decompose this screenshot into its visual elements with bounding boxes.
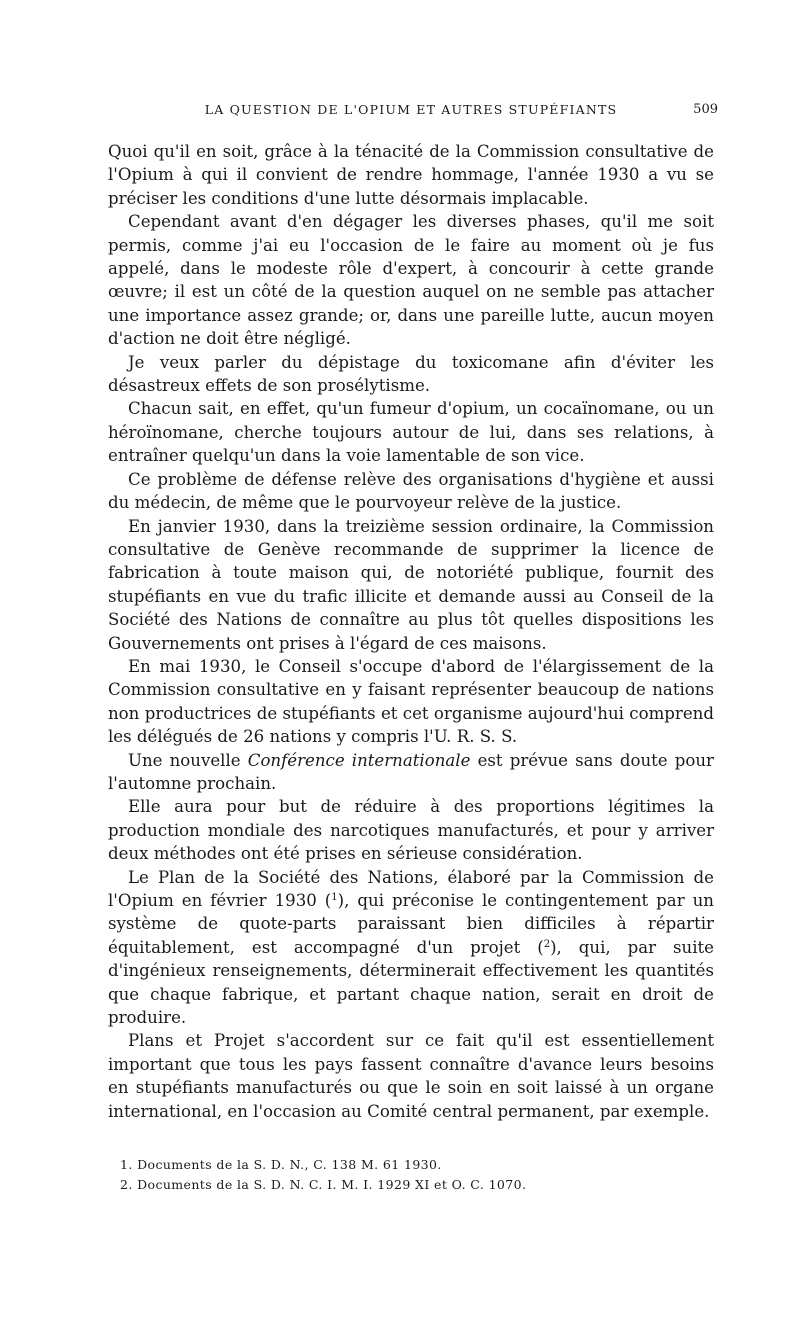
paragraph-10-part1: Le Plan de la Société des Nations, élaboré par la Commission de l'Opium en février 1930 ( [108,867,714,910]
paragraph-10-part2: ), qui préconise le contingentement par un système de quote-parts paraissant bien difficiles à répartir équitablement, est accompagné d'un projet ( [108,891,714,957]
paragraph-11: Plans et Projet s'accordent sur ce fait qu'il est essentiellement important que tous les pays fassent connaître d'avance leurs besoins en stupéfiants manufacturés ou que le soin en soit laissé à un organe international, en l'occasion au Comité central permanent, par exemple. [108,1031,714,1121]
conference-title: Conférence internationale [247,750,471,770]
paragraph-8-lead: Une nouvelle [128,750,248,770]
paragraph-8 [108,749,714,796]
page-number: 509 [693,102,718,117]
paragraph-1: Quoi qu'il en soit, grâce à la ténacité de la Commission consultative de l'Opium à qui il convient de rendre hommage, l'année 1930 a vu se préciser les conditions d'une lutte désormais implacable. [108,142,714,208]
footnote-1: 1. Documents de la S. D. N., C. 138 M. 61 1930. [120,1157,442,1173]
running-title: LA QUESTION DE L'OPIUM ET AUTRES STUPÉFIANTS [204,102,618,117]
paragraph-10 [108,866,714,1030]
running-header [108,100,718,124]
footnote-ref-2: 2 [543,938,551,950]
paragraph-10-part3: ), qui, par suite d'ingénieux renseignements, déterminerait effectivement les quantités que chaque fabrique, et partant chaque nation, serait en droit de produire. [108,937,714,1028]
footnote-2: 2. Documents de la S. D. N. C. I. M. I. 1929 XI et O. C. 1070. [120,1177,527,1193]
paragraph-9: Elle aura pour but de réduire à des proportions légitimes la production mondiale des narcotiques manufacturés, et pour y arriver deux méthodes ont été prises en sérieuse considération. [108,797,714,864]
paragraph-8-tail: est prévue sans doute pour l'automne prochain. [108,750,714,793]
paragraph-5: Ce problème de défense relève des organisations d'hygiène et aussi du médecin, de même que le pourvoyeur relève de la justice. [108,469,714,513]
paragraph-2: Cependant avant d'en dégager les diverses phases, qu'il me soit permis, comme j'ai eu l'occasion de le faire au moment où je fus appelé, dans le modeste rôle d'expert, à concourir à cette grande œuvre; il est un côté de la question auquel on ne semble pas attacher une importance assez grande; or, dans une pareille lutte, aucun moyen d'action ne doit être négligé. [108,212,714,349]
footnotes [108,1155,714,1195]
body-text [108,140,714,1123]
paragraph-4: Chacun sait, en effet, qu'un fumeur d'opium, un cocaïnomane, ou un héroïnomane, cherche toujours autour de lui, dans ses relations, à entraîner quelqu'un dans la voie lamentable de son vice. [108,399,714,466]
paragraph-6: En janvier 1930, dans la treizième session ordinaire, la Commission consultative de Genève recommande de supprimer la licence de fabrication à toute maison qui, de notoriété publique, fournit des stupéfiants en vue du trafic illicite et demande aussi au Conseil de la Société des Nations de connaître au plus tôt quelles dispositions les Gouvernements ont prises à l'égard de ces maisons. [108,516,714,653]
paragraph-3: Je veux parler du dépistage du toxicomane afin d'éviter les désastreux effets de son prosélytisme. [108,352,714,396]
paragraph-7: En mai 1930, le Conseil s'occupe d'abord de l'élargissement de la Commission consultative en y faisant représenter beaucoup de nations non productrices de stupéfiants et cet organisme aujourd'hui comprend les délégués de 26 nations y compris l'U. R. S. S. [108,656,714,747]
book-page [108,100,718,1195]
footnote-ref-1: 1 [331,892,338,903]
